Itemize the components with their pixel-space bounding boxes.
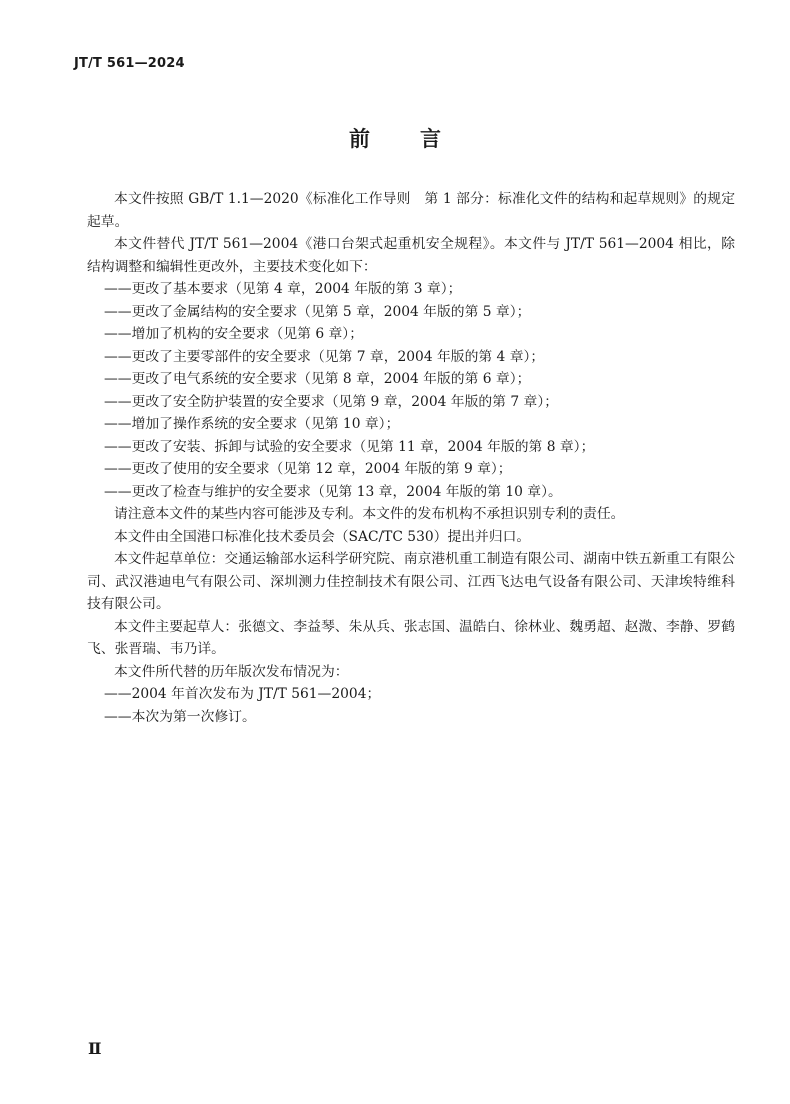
page-number: Ⅱ [88, 1039, 102, 1058]
paragraph-drafting-units: 本文件起草单位：交通运输部水运科学研究院、南京港机重工制造有限公司、湖南中铁五新重工有限公司、武汉港迪电气有限公司、深圳测力佳控制技术有限公司、江西飞达电气设备有限公司、天津埃特维科技有限公司。 [87, 551, 735, 612]
change-item: ——更改了主要零部件的安全要求（见第 7 章，2004 年版的第 4 章）； [104, 348, 545, 365]
change-item: ——更改了电气系统的安全要求（见第 8 章，2004 年版的第 6 章）； [104, 371, 531, 387]
change-item: ——更改了金属结构的安全要求（见第 5 章，2004 年版的第 5 章）； [104, 303, 531, 320]
change-item: ——更改了检查与维护的安全要求（见第 13 章，2004 年版的第 10 章）。 [104, 483, 562, 500]
foreword-body [87, 188, 735, 728]
paragraph-replacement: 本文件替代 JT/T 561—2004《港口台架式起重机安全规程》。本文件与 JT/T 561—2004 相比，除结构调整和编辑性更改外，主要技术变化如下： [87, 236, 735, 275]
document-code: JT/T 561—2024 [74, 56, 185, 71]
history-item: ——本次为第一次修订。 [104, 708, 256, 725]
paragraph-patent: 请注意本文件的某些内容可能涉及专利。本文件的发布机构不承担识别专利的责任。 [114, 506, 625, 522]
change-item: ——增加了机构的安全要求（见第 6 章）； [104, 326, 363, 342]
change-item: ——更改了使用的安全要求（见第 12 章，2004 年版的第 9 章）； [104, 461, 512, 477]
title-char-2: 言 [420, 127, 441, 151]
history-item: ——2004 年首次发布为 JT/T 561—2004； [104, 686, 381, 702]
change-item: ——更改了基本要求（见第 4 章，2004 年版的第 3 章）； [104, 281, 462, 297]
change-item: ——更改了安全防护装置的安全要求（见第 9 章，2004 年版的第 7 章）； [104, 393, 559, 410]
paragraph-history: 本文件所代替的历年版次发布情况为： [114, 663, 349, 680]
title-char-1: 前 [349, 127, 370, 151]
change-item: ——更改了安装、拆卸与试验的安全要求（见第 11 章，2004 年版的第 8 章）； [104, 438, 595, 455]
page-title [0, 123, 790, 153]
paragraph-drafters: 本文件主要起草人：张德文、李益琴、朱从兵、张志国、温皓白、徐林业、魏勇超、赵溦、李静、罗鹤飞、张晋瑞、韦乃详。 [87, 618, 735, 657]
paragraph-proposer: 本文件由全国港口标准化技术委员会（SAC/TC 530）提出并归口。 [114, 528, 531, 545]
paragraph-basis: 本文件按照 GB/T 1.1—2020《标准化工作导则 第 1 部分：标准化文件的结构和起草规则》的规定起草。 [87, 191, 735, 230]
change-item: ——增加了操作系统的安全要求（见第 10 章）； [104, 416, 400, 432]
